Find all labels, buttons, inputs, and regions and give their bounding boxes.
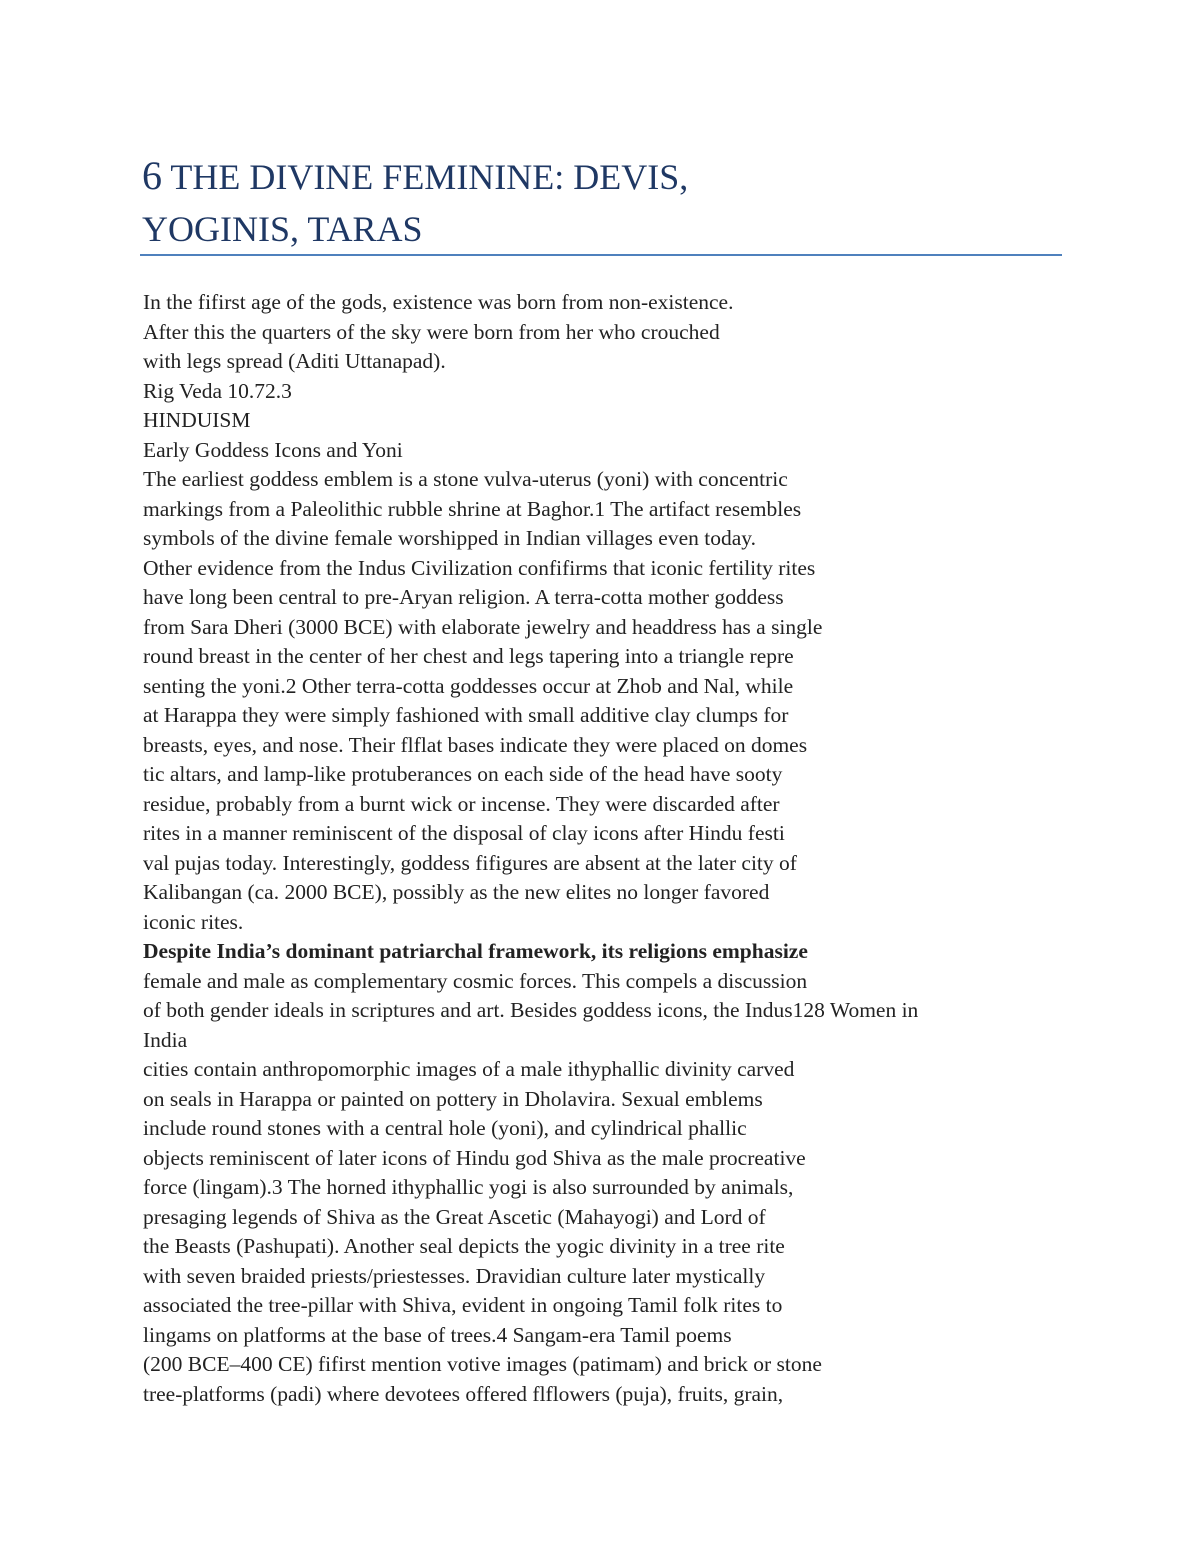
text-line: iconic rites. <box>143 909 244 934</box>
text-line: markings from a Paleolithic rubble shrine at Baghor.1 The artifact resembles <box>143 496 802 521</box>
text-line: the Beasts (Pashupati). Another seal depicts the yogic divinity in a tree rite <box>143 1234 785 1258</box>
text-line: senting the yoni.2 Other terra-cotta goddesses occur at Zhob and Nal, while <box>143 673 794 698</box>
text-line: associated the tree-pillar with Shiva, evident in ongoing Tamil folk rites to <box>143 1293 783 1317</box>
text-line: Kalibangan (ca. 2000 BCE), possibly as the new elites no longer favored <box>143 880 770 904</box>
text-line: breasts, eyes, and nose. Their flflat bases indicate they were placed on domes <box>143 732 808 757</box>
text-line: objects reminiscent of later icons of Hindu god Shiva as the male procreative <box>143 1145 806 1170</box>
text-line: In the fifirst age of the gods, existence was born from non-existence. <box>143 290 734 314</box>
body-text <box>143 288 1103 1409</box>
text-line: The earliest goddess emblem is a stone vulva-uterus (yoni) with concentric <box>143 467 788 491</box>
text-line: (200 BCE–400 CE) fifirst mention votive images (patimam) and brick or stone <box>143 1352 822 1376</box>
text-line: HINDUISM <box>143 408 251 432</box>
text-line: with legs spread (Aditi Uttanapad). <box>143 349 446 373</box>
text-line: rites in a manner reminiscent of the disposal of clay icons after Hindu festi <box>143 821 785 845</box>
text-line: tree-platforms (padi) where devotees offered flflowers (puja), fruits, grain, <box>143 1381 784 1406</box>
text-line: India <box>143 1027 188 1052</box>
text-line: include round stones with a central hole (yoni), and cylindrical phallic <box>143 1116 747 1140</box>
text-line: at Harappa they were simply fashioned with small additive clay clumps for <box>143 703 789 727</box>
text-line: presaging legends of Shiva as the Great Ascetic (Mahayogi) and Lord of <box>143 1204 766 1229</box>
text-line-bold: Despite India’s dominant patriarchal framework, its religions emphasize <box>143 939 808 963</box>
text-line: cities contain anthropomorphic images of a male ithyphallic divinity carved <box>143 1057 795 1081</box>
chapter-number: 6 <box>142 153 162 198</box>
heading-underline <box>140 254 1062 256</box>
text-line: After this the quarters of the sky were born from her who crouched <box>143 319 720 344</box>
text-line: from Sara Dheri (3000 BCE) with elaborate jewelry and headdress has a single <box>143 614 823 639</box>
text-line: residue, probably from a burnt wick or incense. They were discarded after <box>143 791 780 816</box>
text-line: lingams on platforms at the base of trees.4 Sangam-era Tamil poems <box>143 1322 732 1347</box>
text-line: female and male as complementary cosmic forces. This compels a discussion <box>143 968 808 993</box>
text-line: Rig Veda 10.72.3 <box>143 378 292 403</box>
text-line: on seals in Harappa or painted on pottery in Dholavira. Sexual emblems <box>143 1086 763 1111</box>
text-line: val pujas today. Interestingly, goddess fifigures are absent at the later city of <box>143 850 797 875</box>
text-line: symbols of the divine female worshipped in Indian villages even today. <box>143 526 757 550</box>
chapter-title-line-2: YOGINIS, TARAS <box>142 209 423 249</box>
text-line: Early Goddess Icons and Yoni <box>143 437 403 462</box>
text-line: Other evidence from the Indus Civilization confifirms that iconic fertility rites <box>143 555 816 580</box>
chapter-heading <box>142 150 1082 255</box>
text-line: force (lingam).3 The horned ithyphallic yogi is also surrounded by animals, <box>143 1175 794 1199</box>
text-line: have long been central to pre-Aryan religion. A terra-cotta mother goddess <box>143 585 784 609</box>
text-line: of both gender ideals in scriptures and art. Besides goddess icons, the Indus128 Women in <box>143 998 919 1022</box>
text-line: round breast in the center of her chest and legs tapering into a triangle repre <box>143 644 794 668</box>
text-line: tic altars, and lamp-like protuberances on each side of the head have sooty <box>143 762 783 786</box>
text-line: with seven braided priests/priestesses. Dravidian culture later mystically <box>143 1263 766 1288</box>
chapter-title-line-1: THE DIVINE FEMININE: DEVIS, <box>170 157 689 197</box>
